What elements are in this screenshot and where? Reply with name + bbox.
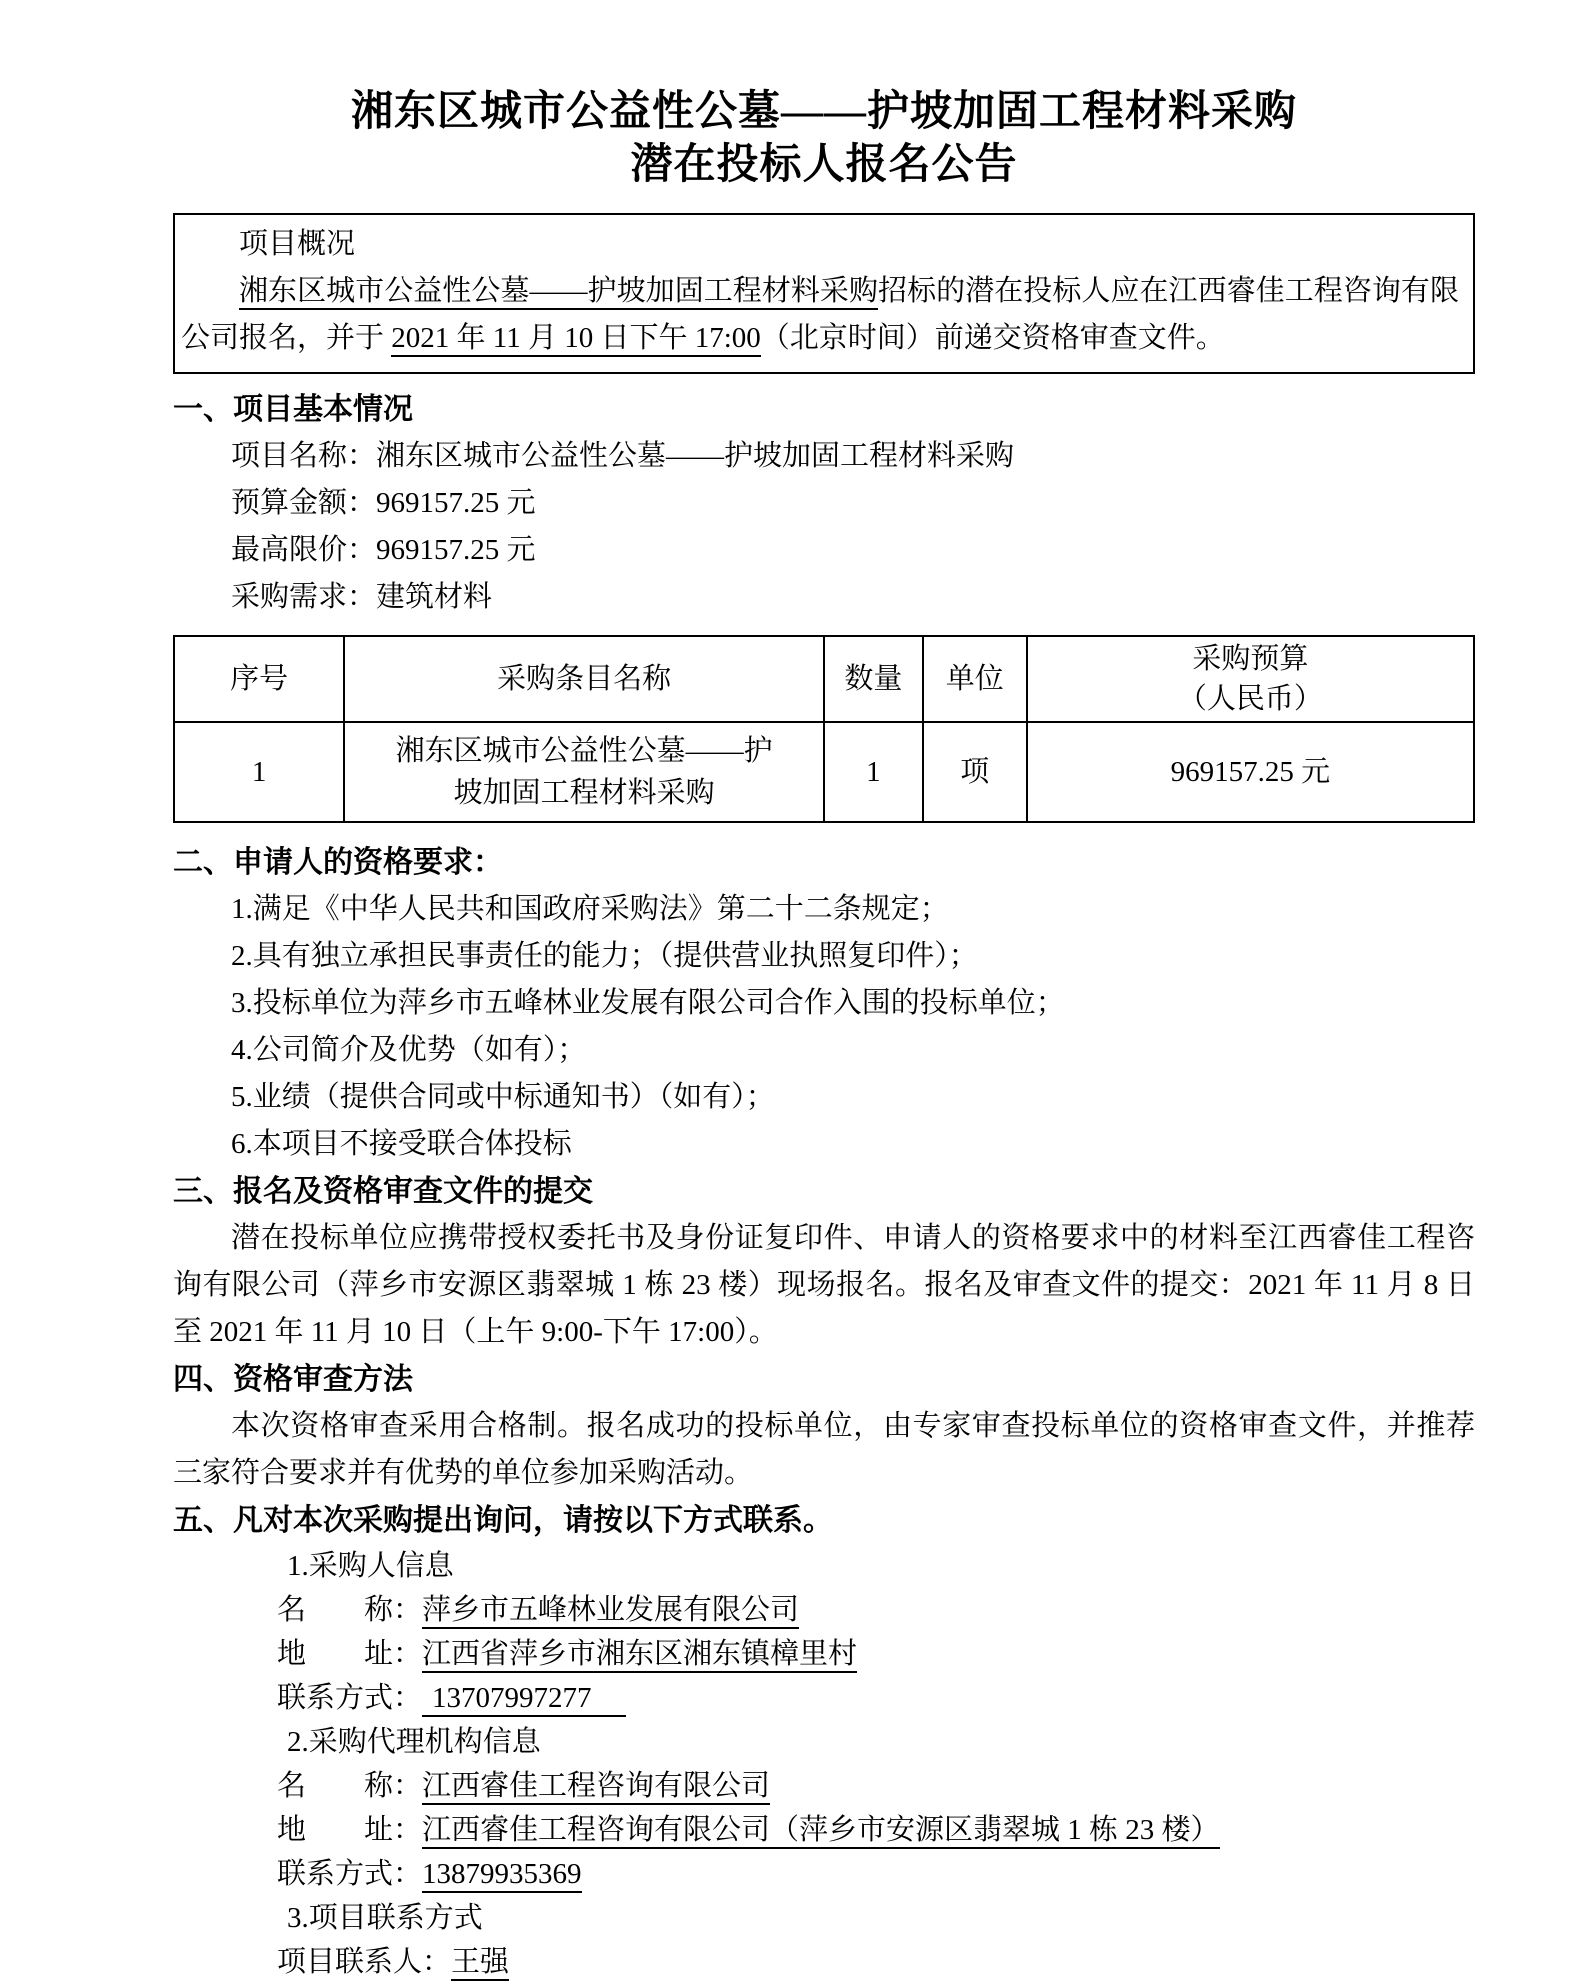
purchaser-name-label: 名 称：: [277, 1594, 423, 1626]
cell-item-name: [344, 722, 824, 822]
purchaser-name-line: [173, 1588, 1475, 1632]
section-4-heading: 四、资格审查方法: [173, 1363, 413, 1396]
qualification-item-6: 6.本项目不接受联合体投标: [231, 1128, 572, 1160]
header-budget-line2: （人民币）: [1177, 683, 1323, 715]
document-title: [173, 86, 1475, 192]
section-5-heading: 五、凡对本次采购提出询问，请按以下方式联系。: [173, 1504, 833, 1537]
purchaser-address-line: [173, 1632, 1475, 1676]
agency-name-value: 江西睿佳工程咨询有限公司: [422, 1770, 770, 1805]
qualification-item-3: 3.投标单位为萍乡市五峰林业发展有限公司合作入围的投标单位；: [231, 987, 1065, 1019]
agency-address-label: 地 址：: [277, 1814, 423, 1846]
section-1-heading: 一、项目基本情况: [173, 393, 413, 426]
overview-project-name-underlined: 湘东区城市公益性公墓——护坡加固工程材料采购: [239, 275, 878, 310]
header-no: 序号: [174, 636, 344, 722]
overview-heading: 项目概况: [239, 228, 356, 260]
cell-budget: 969157.25 元: [1027, 722, 1474, 822]
header-budget: [1027, 636, 1474, 722]
table-header-row: [174, 636, 1474, 722]
submission-paragraph: 潜在投标单位应携带授权委托书及身份证复印件、申请人的资格要求中的材料至江西睿佳工程咨询有限公司（萍乡市安源区翡翠城 1 栋 23 楼）现场报名。报名及审查文件的提交：2021 年 11 月 8 日至 2021 年 11 月 10 日（上午 9:00-下午 17:00）。: [173, 1222, 1475, 1348]
header-unit: 单位: [923, 636, 1027, 722]
cell-no: 1: [174, 722, 344, 822]
purchaser-address-value: 江西省萍乡市湘东区湘东镇樟里村: [422, 1638, 857, 1673]
max-price-line: 最高限价：969157.25 元: [231, 534, 536, 566]
header-budget-line1: 采购预算: [1192, 643, 1309, 675]
purchaser-phone-label: 联系方式：: [277, 1682, 423, 1714]
procurement-demand-line: 采购需求：建筑材料: [231, 581, 493, 613]
agency-address-line: [173, 1808, 1475, 1852]
project-name-line: 项目名称：湘东区城市公益性公墓——护坡加固工程材料采购: [231, 440, 1015, 472]
overview-text-tail: （北京时间）前递交资格审查文件。: [760, 322, 1225, 354]
header-item-name: 采购条目名称: [344, 636, 824, 722]
purchaser-phone-line: [173, 1676, 1475, 1720]
budget-amount-line: 预算金额：969157.25 元: [231, 487, 536, 519]
title-line-1: 湘东区城市公益性公墓——护坡加固工程材料采购: [350, 89, 1297, 135]
section-2-heading: 二、申请人的资格要求：: [173, 846, 503, 879]
project-overview-box: [173, 213, 1475, 374]
agency-phone-label: 联系方式：: [277, 1858, 423, 1890]
overview-text-mid: 招标的潜在投标人应在江西睿佳工程咨询有限公司报名，并于: [181, 275, 1459, 354]
qualification-item-5: 5.业绩（提供合同或中标通知书）（如有）；: [231, 1081, 775, 1113]
title-line-2: 潜在投标人报名公告: [630, 142, 1018, 188]
cell-unit: 项: [923, 722, 1027, 822]
qualification-item-2: 2.具有独立承担民事责任的能力；（提供营业执照复印件）；: [231, 940, 978, 972]
agency-name-label: 名 称：: [277, 1770, 423, 1802]
table-row: [174, 722, 1474, 822]
project-contact-value: 王强: [451, 1946, 509, 1981]
cell-quantity: 1: [824, 722, 923, 822]
procurement-items-table: [173, 635, 1475, 823]
project-contact-heading: 3.项目联系方式: [287, 1902, 483, 1934]
project-contact-line: [173, 1940, 1475, 1984]
review-method-paragraph: 本次资格审查采用合格制。报名成功的投标单位，由专家审查投标单位的资格审查文件，并推荐三家符合要求并有优势的单位参加采购活动。: [173, 1410, 1475, 1489]
cell-item-name-line2: 坡加固工程材料采购: [453, 777, 715, 809]
qualification-item-4: 4.公司简介及优势（如有）；: [231, 1034, 587, 1066]
overview-paragraph: [181, 268, 1459, 362]
purchaser-address-label: 地 址：: [277, 1638, 423, 1670]
project-contact-label: 项目联系人：: [277, 1946, 452, 1978]
agency-address-value: 江西睿佳工程咨询有限公司（萍乡市安源区翡翠城 1 栋 23 楼）: [422, 1814, 1220, 1849]
qualification-item-1: 1.满足《中华人民共和国政府采购法》第二十二条规定；: [231, 893, 949, 925]
agency-phone-line: [173, 1852, 1475, 1896]
agency-phone-value: 13879935369: [422, 1858, 582, 1893]
header-quantity: 数量: [824, 636, 923, 722]
purchaser-phone-value: 13707997277: [422, 1682, 626, 1717]
purchaser-name-value: 萍乡市五峰林业发展有限公司: [422, 1594, 799, 1629]
cell-item-name-line1: 湘东区城市公益性公墓——护: [395, 735, 773, 767]
overview-deadline-underlined: 2021 年 11 月 10 日下午 17:00: [391, 322, 760, 357]
purchaser-info-heading: 1.采购人信息: [287, 1550, 454, 1582]
agency-name-line: [173, 1764, 1475, 1808]
section-3-heading: 三、报名及资格审查文件的提交: [173, 1175, 593, 1208]
agency-info-heading: 2.采购代理机构信息: [287, 1726, 541, 1758]
